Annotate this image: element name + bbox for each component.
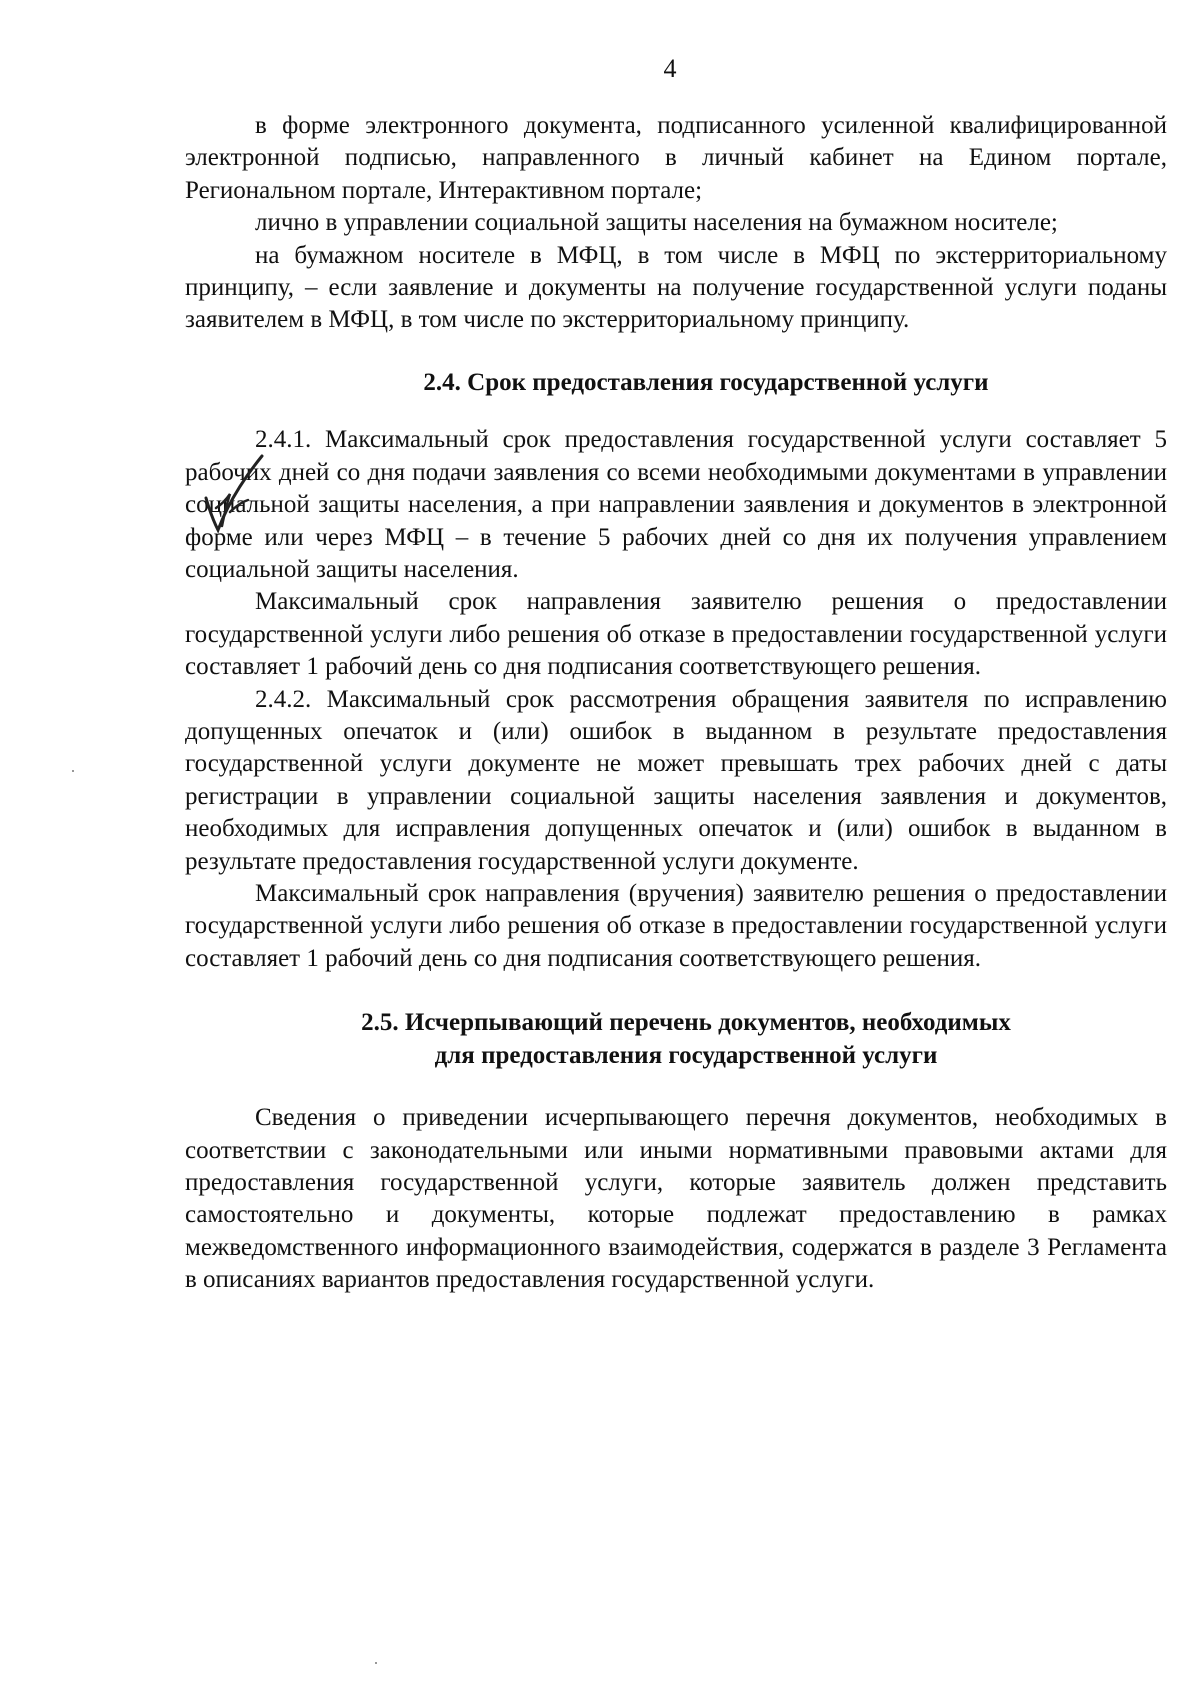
paragraph-2-4-1: 2.4.1. Максимальный срок предоставления государственной услуги составляет 5 рабочих дней со дня подачи заявления со всеми необходимыми документами в управлении социальной защиты населения, а при направлении заявления и документов в электронной форме или через МФЦ – в течение 5 рабочих дней со дня их получения управлением социальной защиты населения. [185,426,1167,583]
handwritten-checkmark-icon [200,450,280,550]
paragraph-delivery-electronic: в форме электронного документа, подписанного усиленной квалифицированной электронной подписью, направленного в личный кабинет на Едином портале, Региональном портале, Интерактивном портале; [185,112,1167,204]
paragraph-2-5-info: Сведения о приведении исчерпывающего перечня документов, необходимых в соответствии с законодательными или иными нормативными правовыми актами для предоставления государственной услуги, которые заявитель должен представить самостоятельно и документы, которые подлежат предоставлению в рамках межведомственного информационного взаимодействия, содержатся в разделе 3 Регламента в описаниях вариантов предоставления государственной услуги. [185,1104,1167,1294]
scan-speck [72,770,74,772]
section-2-5-heading-line-1: 2.5. Исчерпывающий перечень документов, необходимых [361,1009,1011,1037]
section-2-5-heading-line-2: для предоставления государственной услуги [434,1041,938,1069]
section-2-4-heading: 2.4. Срок предоставления государственной услуги [423,368,989,396]
paragraph-2-4-1-decision: Максимальный срок направления заявителю решения о предоставлении государственной услуги либо решения об отказе в предоставлении государственной услуги составляет 1 рабочий день со дня подписания соответствующего решения. [185,588,1167,681]
scan-speck [375,1662,377,1664]
page-number: 4 [663,54,677,83]
paragraph-delivery-mfc: на бумажном носителе в МФЦ, в том числе в МФЦ по экстерриториальному принципу, – если заявление и документы на получение государственной услуги поданы заявителем в МФЦ, в том числе по экстерриториальному принципу. [185,241,1167,334]
section-2-5-heading [185,1007,1167,1072]
paragraph-delivery-in-person: лично в управлении социальной защиты населения на бумажном носителе; [255,209,1058,237]
paragraph-2-4-2: 2.4.2. Максимальный срок рассмотрения обращения заявителя по исправлению допущенных опечаток и (или) ошибок в выданном в результате предоставления государственной услуги документе не может превышать трех рабочих дней с даты регистрации в управлении социальной защиты населения заявления и документов, необходимых для исправления допущенных опечаток и (или) ошибок в выданном в результате предоставления государственной услуги документе. [185,685,1167,875]
document-body [185,110,1167,1297]
paragraph-2-4-2-decision: Максимальный срок направления (вручения) заявителю решения о предоставлении государственной услуги либо решения об отказе в предоставлении государственной услуги составляет 1 рабочий день со дня подписания соответствующего решения. [185,880,1167,972]
